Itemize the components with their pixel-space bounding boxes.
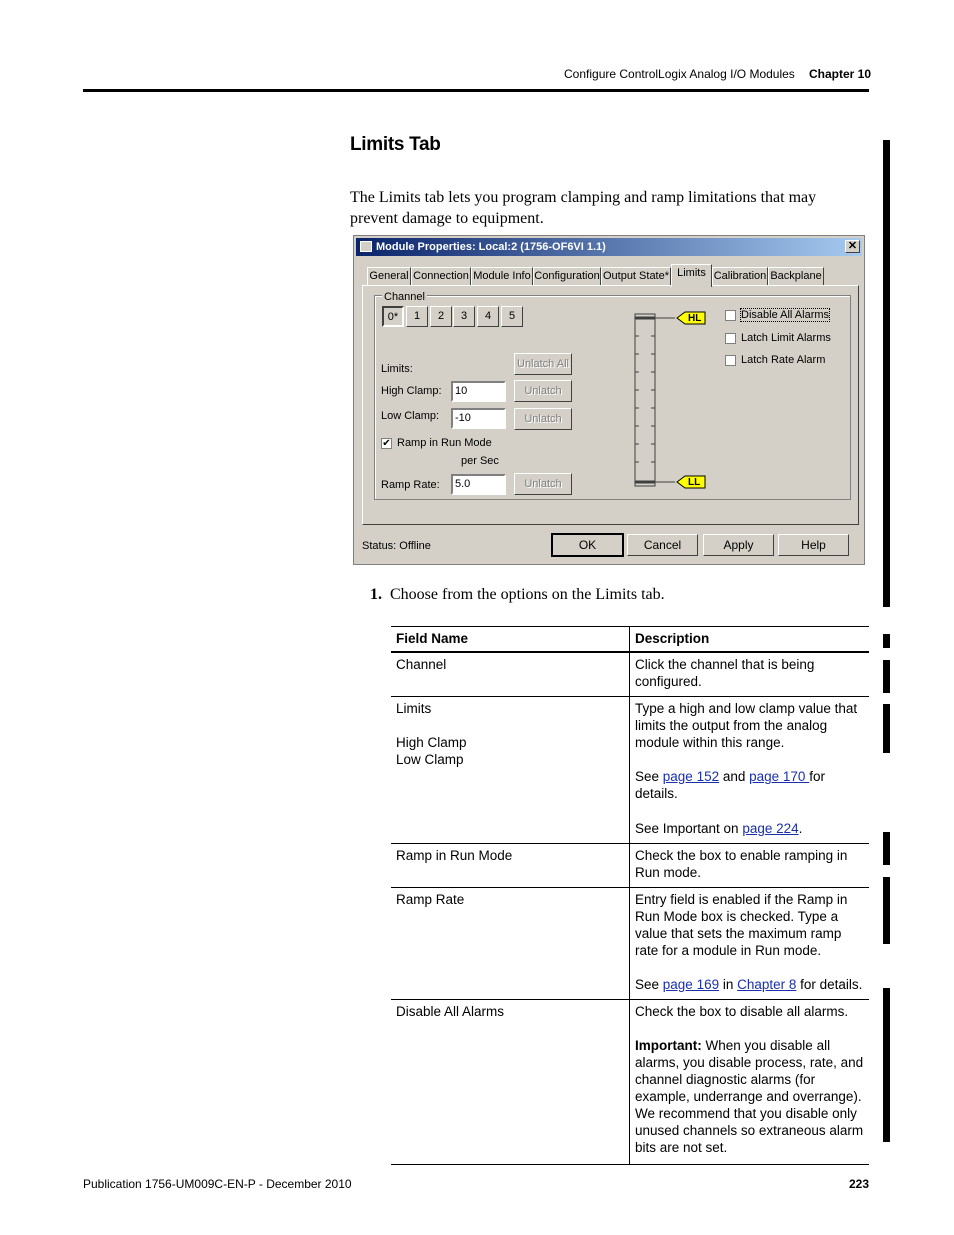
limits-label: Limits:	[381, 363, 413, 375]
ramp-rate-input[interactable]: 5.0	[451, 474, 506, 495]
cancel-button[interactable]: Cancel	[627, 534, 698, 556]
step-text: Choose from the options on the Limits tab.	[390, 586, 665, 603]
channel-button-5[interactable]: 5	[501, 306, 523, 327]
change-bar	[883, 140, 890, 607]
low-clamp-label: Low Clamp:	[381, 410, 440, 422]
footer-page-number: 223	[849, 1177, 870, 1191]
see-suffix: for details.	[635, 769, 825, 801]
dialog-title: Module Properties: Local:2 (1756-OF6VI 1.1)	[376, 241, 606, 253]
link-page-169[interactable]: page 169	[662, 977, 720, 992]
latch-rate-alarm-label: Latch Rate Alarm	[741, 354, 826, 366]
description-cell: Click the channel that is being configured.	[630, 652, 870, 697]
field-cell: Ramp Rate	[391, 888, 630, 1000]
apply-button[interactable]: Apply	[703, 534, 774, 556]
tab-calibration[interactable]: Calibration	[712, 267, 768, 285]
field-high-clamp: High Clamp	[396, 735, 467, 750]
table-row	[391, 844, 869, 888]
tab-module-info[interactable]: Module Info	[471, 267, 533, 285]
description-text: Entry field is enabled if the Ramp in Run Mode box is checked. Type a value that sets the maximum ramp rate for a module in Run mode.	[635, 892, 848, 958]
see-middle: in	[719, 977, 738, 992]
table-header-row	[391, 627, 869, 653]
header-section: Configure ControlLogix Analog I/O Modules	[564, 67, 795, 81]
tab-connection[interactable]: Connection	[411, 267, 471, 285]
channel-group-label: Channel	[384, 291, 425, 303]
status-text: Status: Offline	[362, 540, 431, 552]
channel-button-1[interactable]: 1	[406, 306, 428, 327]
field-limits: Limits	[396, 701, 432, 716]
latch-rate-alarm-checkbox[interactable]	[725, 355, 736, 366]
description-text: Type a high and low clamp value that limits the output from the analog module within this range.	[635, 701, 858, 750]
table-row	[391, 652, 869, 697]
change-bar	[883, 832, 890, 865]
link-page-224[interactable]: page 224	[742, 821, 799, 836]
disable-all-alarms-checkbox[interactable]	[725, 310, 736, 321]
field-cell: Disable All Alarms	[391, 1000, 630, 1165]
see-suffix: .	[798, 821, 803, 836]
tab-output-state[interactable]: Output State*	[601, 267, 671, 285]
column-header-description: Description	[630, 627, 870, 653]
important-label: Important:	[635, 1038, 702, 1053]
field-cell: Channel	[391, 652, 630, 697]
column-header-field-name: Field Name	[391, 627, 630, 653]
title-bar	[356, 238, 862, 256]
description-cell	[630, 697, 870, 844]
see-prefix: See	[635, 769, 663, 784]
table-row	[391, 888, 869, 1000]
see-important-line	[635, 820, 864, 837]
low-clamp-input[interactable]: -10	[451, 408, 506, 429]
description-text: Check the box to disable all alarms.	[635, 1004, 849, 1019]
help-button[interactable]: Help	[778, 534, 849, 556]
channel-button-4[interactable]: 4	[477, 306, 499, 327]
field-cell	[391, 697, 630, 844]
change-bar	[883, 660, 890, 693]
header-chapter: Chapter 10	[809, 67, 872, 81]
hl-marker: HL	[688, 313, 702, 324]
table-row	[391, 1000, 869, 1165]
see-also-line	[635, 976, 864, 993]
ramp-in-run-mode-label: Ramp in Run Mode	[397, 437, 492, 449]
per-sec-label: per Sec	[461, 455, 499, 467]
step-number: 1.	[370, 586, 382, 603]
step-1	[370, 586, 665, 604]
change-bar	[883, 634, 890, 648]
see-suffix: for details.	[796, 977, 863, 992]
channel-button-3[interactable]: 3	[453, 306, 475, 327]
tab-backplane[interactable]: Backplane	[768, 267, 824, 285]
link-chapter-8[interactable]: Chapter 8	[737, 977, 797, 992]
description-cell: Check the box to enable ramping in Run mode.	[630, 844, 870, 888]
change-bar	[883, 877, 890, 944]
field-cell: Ramp in Run Mode	[391, 844, 630, 888]
high-clamp-unlatch-button[interactable]: Unlatch	[514, 380, 572, 402]
disable-all-alarms-label: Disable All Alarms	[741, 309, 830, 321]
channel-button-0[interactable]: 0*	[382, 306, 404, 327]
see-prefix: See Important on	[635, 821, 743, 836]
tab-configuration[interactable]: Configuration	[533, 267, 601, 285]
ok-button[interactable]: OK	[552, 534, 623, 556]
important-text: When you disable all alarms, you disable process, rate, and channel diagnostic alarms (for example, underrange and overrange).	[635, 1038, 864, 1104]
close-icon[interactable]: ✕	[845, 240, 860, 253]
field-description-table	[391, 626, 869, 1165]
header-rule	[83, 89, 869, 92]
channel-button-2[interactable]: 2	[430, 306, 452, 327]
tab-general[interactable]: General	[367, 267, 411, 285]
limit-bar-graphic	[629, 308, 709, 493]
low-clamp-unlatch-button[interactable]: Unlatch	[514, 408, 572, 430]
tab-limits[interactable]: Limits	[671, 264, 712, 287]
ramp-rate-label: Ramp Rate:	[381, 479, 440, 491]
see-prefix: See	[635, 977, 663, 992]
latch-limit-alarms-checkbox[interactable]	[725, 333, 736, 344]
high-clamp-label: High Clamp:	[381, 385, 442, 397]
ramp-rate-unlatch-button[interactable]: Unlatch	[514, 473, 572, 495]
table-row	[391, 697, 869, 844]
footer-publication: Publication 1756-UM009C-EN-P - December 2010	[83, 1177, 352, 1191]
ll-marker: LL	[688, 477, 701, 488]
field-low-clamp: Low Clamp	[396, 752, 464, 767]
ramp-in-run-mode-checkbox[interactable]: ✔	[382, 438, 391, 449]
link-page-152[interactable]: page 152	[662, 769, 720, 784]
latch-limit-alarms-label: Latch Limit Alarms	[741, 332, 831, 344]
see-middle: and	[719, 769, 750, 784]
description-cell	[630, 1000, 870, 1165]
link-page-170[interactable]: page 170	[749, 769, 810, 784]
important-note	[635, 1037, 864, 1105]
window-icon	[360, 241, 372, 252]
unlatch-all-button[interactable]: Unlatch All	[514, 353, 572, 375]
high-clamp-input[interactable]: 10	[451, 381, 506, 402]
section-heading: Limits Tab	[350, 134, 441, 155]
module-properties-dialog	[353, 235, 865, 565]
change-bar	[883, 988, 890, 1142]
description-cell	[630, 888, 870, 1000]
change-bar	[883, 704, 890, 753]
recommendation-text: We recommend that you disable only unused channels so extraneous alarm bits are not set.	[635, 1106, 864, 1155]
see-also-line	[635, 768, 864, 802]
intro-paragraph: The Limits tab lets you program clamping and ramp limitations that may prevent damage to equipment.	[350, 189, 817, 227]
